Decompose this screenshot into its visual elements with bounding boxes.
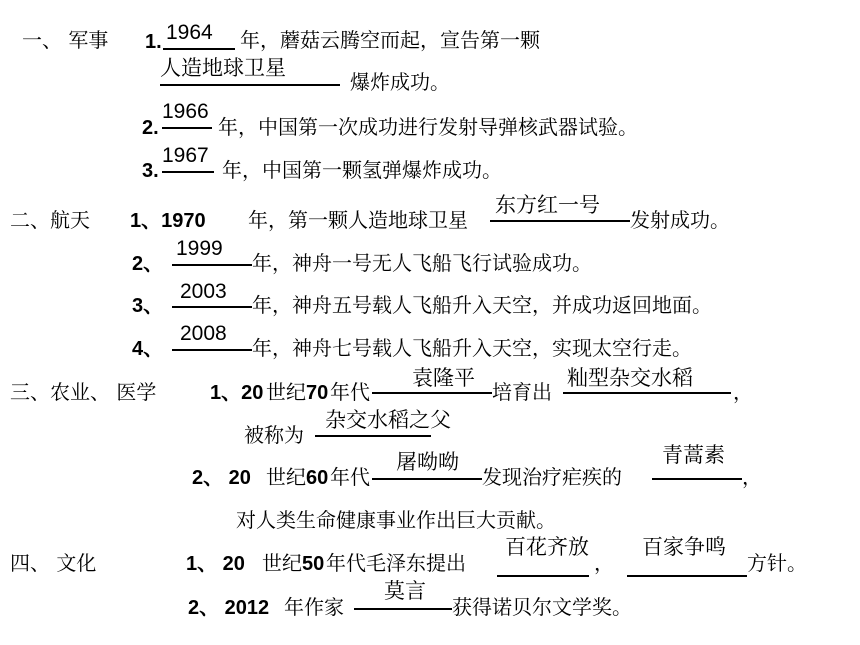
statement-text: 获得诺贝尔文学奖。 [452,595,632,619]
answer-text: 百家争鸣 [642,536,726,559]
decade-number: 60 [306,467,329,489]
section-4-heading: 四、 文化 [10,551,97,575]
answer-name: 屠呦呦 [396,451,459,474]
blank-line [172,306,252,308]
answer-year: 1966 [162,100,209,123]
statement-text: 方针。 [747,551,807,575]
statement-text: 年，神舟五号载人飞船升入天空，并成功返回地面。 [252,293,712,317]
item-number: 1. [145,31,162,53]
item-number: 3. [142,160,159,182]
answer-text: 东方红一号 [495,194,600,217]
answer-name: 莫言 [384,580,426,603]
decade-number: 50 [302,553,325,575]
blank-line [160,84,340,86]
blank-line [563,392,731,394]
answer-year: 1999 [176,237,223,260]
blank-line [372,478,482,480]
statement-text: 培育出 [492,380,552,404]
blank-line [172,349,252,351]
answer-year: 2008 [180,322,227,345]
answer-text: 杂交水稻之父 [325,409,451,432]
statement-text: 年作家 [284,595,344,619]
answer-text: 人造地球卫星 [160,57,286,80]
statement-text: 爆炸成功。 [350,70,450,94]
statement-text: 被称为 [244,423,304,447]
blank-line [354,608,452,610]
statement-text: 年代 [330,380,370,404]
item-number: 2、 2012 [188,597,270,619]
punctuation: ， [594,551,614,575]
answer-text: 百花齐放 [505,536,589,559]
section-3-heading: 三、农业、 医学 [10,380,157,404]
blank-line [372,392,492,394]
statement-text: 年，神舟一号无人飞船飞行试验成功。 [252,251,592,275]
blank-line [652,478,742,480]
statement-text: 年，蘑菇云腾空而起，宣告第一颗 [240,28,540,52]
answer-text: 青蒿素 [662,444,725,467]
item-number: 4、 [132,338,164,360]
answer-year: 1964 [166,21,213,44]
statement-text: 世纪 [266,465,306,489]
blank-line [162,127,212,129]
section-1-heading: 一、 军事 [22,28,109,52]
item-number: 3、 [132,295,164,317]
statement-text: 年代 [330,465,370,489]
statement-text: 年，神舟七号载人飞船升入天空，实现太空行走。 [252,336,692,360]
answer-name: 袁隆平 [412,367,475,390]
blank-line [172,264,252,266]
answer-year: 2003 [180,280,227,303]
blank-line [497,575,589,577]
item-number: 2、 [132,253,164,275]
statement-text: 对人类生命健康事业作出巨大贡献。 [236,508,556,532]
item-number: 1、1970 [130,210,206,232]
punctuation: ， [742,465,762,489]
answer-text: 籼型杂交水稻 [567,367,693,390]
item-number: 1、20 [210,382,264,404]
blank-line [315,435,431,437]
section-2-heading: 二、航天 [10,208,90,232]
blank-line [162,171,214,173]
item-number: 2、 20 [192,467,251,489]
blank-line [163,48,235,50]
statement-text: 年，中国第一颗氢弹爆炸成功。 [222,158,502,182]
statement-text: 世纪 [262,551,302,575]
decade-number: 70 [306,382,329,404]
statement-text: 发现治疗疟疾的 [482,465,622,489]
statement-text: 年，第一颗人造地球卫星 [248,208,468,232]
statement-text: 年代毛泽东提出 [326,551,466,575]
item-number: 1、 20 [186,553,245,575]
item-number: 2. [142,117,159,139]
blank-line [627,575,747,577]
statement-text: 世纪 [266,380,306,404]
statement-text: 发射成功。 [630,208,730,232]
answer-year: 1967 [162,144,209,167]
blank-line [490,220,630,222]
punctuation: ， [733,380,753,404]
statement-text: 年，中国第一次成功进行发射导弹核武器试验。 [218,115,638,139]
